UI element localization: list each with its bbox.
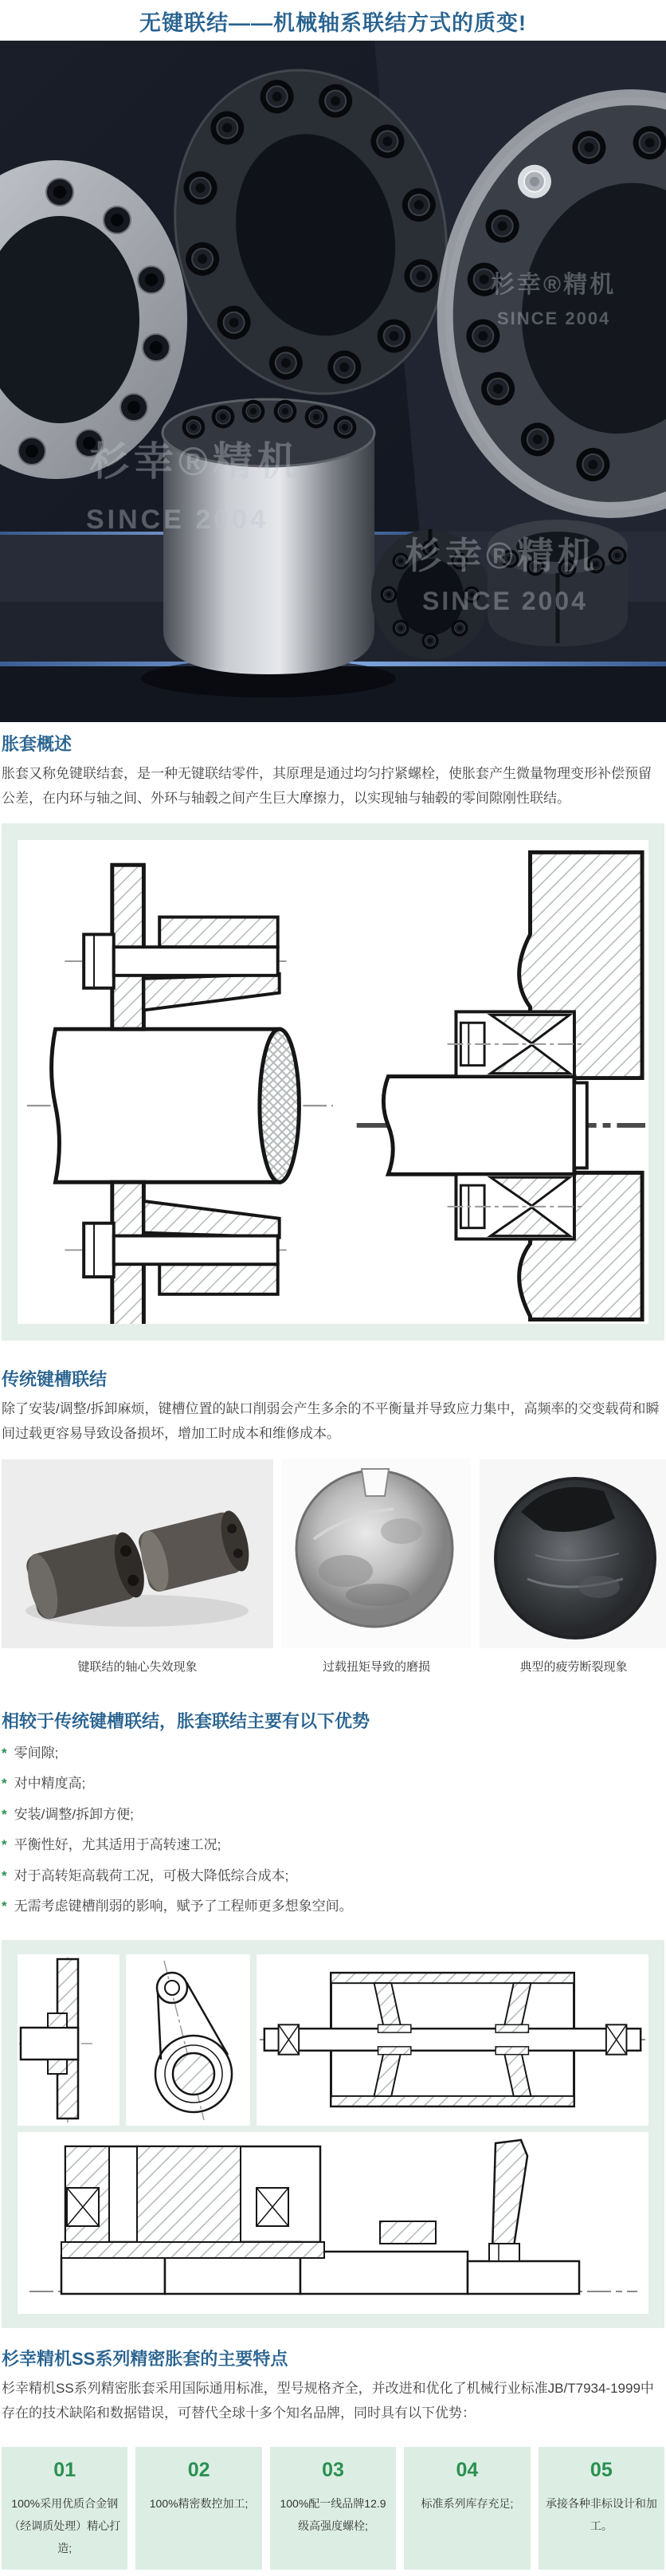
section-heading-features: 杉幸精机SS系列精密胀套的主要特点 xyxy=(2,2348,288,2369)
section-heading-advantages: 相较于传统键槽联结，胀套联结主要有以下优势 xyxy=(2,1711,370,1732)
bullet-asterisk: * xyxy=(2,1899,7,1914)
feature-card-number: 02 xyxy=(187,2459,210,2482)
feature-card-text: 100%配一线品牌12.9级高强度螺栓; xyxy=(280,2497,386,2533)
overview-paragraph: 胀套又称免键联结套，是一种无键联结零件，其原理是通过均匀拧紧螺栓，使胀套产生微量物理变形补偿预留公差，在内环与轴之间、外环与轴毂之间产生巨大摩擦力，以实现轴与轴毂的零间隙刚性联结。 xyxy=(2,766,652,806)
watermark-since: SINCE 2004 xyxy=(497,308,611,328)
failure-photo-worn-bore xyxy=(282,1459,471,1675)
feature-card-number: 04 xyxy=(456,2459,479,2482)
advantage-text: 对于高转矩高载荷工况，可极大降低综合成本; xyxy=(14,1867,289,1883)
application-drawing-gearbox xyxy=(18,2132,648,2314)
application-drawing-roller xyxy=(257,1954,648,2126)
bullet-asterisk: * xyxy=(2,1806,7,1822)
application-drawing-lever xyxy=(126,1954,250,2126)
watermark-since: SINCE 2004 xyxy=(86,505,268,535)
failure-caption: 键联结的轴心失效现象 xyxy=(77,1660,198,1675)
advantage-item xyxy=(2,1743,664,1764)
advantage-text: 对中精度高; xyxy=(14,1776,86,1792)
failure-caption: 过载扭矩导致的磨损 xyxy=(322,1660,430,1675)
expansion-sleeve-photo xyxy=(0,41,666,722)
feature-card-text: 标准系列库存充足; xyxy=(421,2497,514,2511)
failure-photo-fatigue-fracture xyxy=(480,1459,666,1675)
advantage-list xyxy=(2,1743,664,1917)
failure-caption: 典型的疲劳断裂现象 xyxy=(519,1660,628,1675)
traditional-paragraph: 除了安装/调整/拆卸麻烦，键槽位置的缺口削弱会产生多余的不平衡量并导致应力集中，高频率的交变载荷和瞬间过载更容易导致设备损坏，增加工时成本和维修成本。 xyxy=(2,1400,660,1441)
section-heading-overview: 胀套概述 xyxy=(2,734,72,754)
bullet-asterisk: * xyxy=(2,1867,7,1883)
feature-card-text: 100%采用优质合金钢（经调质处理）精心打造; xyxy=(9,2497,121,2555)
feature-card xyxy=(539,2447,664,2570)
feature-card xyxy=(135,2447,261,2570)
feature-card-number: 03 xyxy=(322,2459,344,2482)
advantage-text: 无需考虑键槽削弱的影响，赋予了工程师更多想象空间。 xyxy=(14,1899,353,1914)
feature-card-text: 100%精密数控加工; xyxy=(149,2497,249,2511)
advantage-item xyxy=(2,1835,664,1855)
features-paragraph: 杉幸精机SS系列精密胀套采用国际通用标准，型号规格齐全，并改进和优化了机械行业标准JB/T7934-1999中存在的技术缺陷和数据错误，可替代全球十多个知名品牌，同时具有以下优势： xyxy=(2,2380,654,2421)
application-drawing-flange xyxy=(18,1954,119,2126)
advantage-item xyxy=(2,1866,664,1887)
bullet-asterisk: * xyxy=(2,1745,7,1761)
bullet-asterisk: * xyxy=(2,1837,7,1853)
advantage-item xyxy=(2,1804,664,1825)
advantage-text: 安装/调整/拆卸方便; xyxy=(14,1806,134,1822)
feature-cards-row xyxy=(2,2447,664,2570)
page-bottom-spacer xyxy=(2,2570,664,2576)
page-title: 无键联结——机械轴系联结方式的质变! xyxy=(139,11,527,35)
bullet-asterisk: * xyxy=(2,1776,7,1792)
feature-card xyxy=(270,2447,396,2570)
feature-card xyxy=(2,2447,127,2570)
feature-card-text: 承接各种非标设计和加工。 xyxy=(545,2497,657,2533)
drawing-block-principle xyxy=(2,823,664,1341)
watermark-since: SINCE 2004 xyxy=(422,587,588,615)
feature-card-number: 01 xyxy=(53,2459,76,2482)
advantage-item xyxy=(2,1896,664,1917)
watermark-brand: 杉幸®精机 xyxy=(89,439,302,484)
feature-card-number: 05 xyxy=(590,2459,613,2482)
watermark-brand: 杉幸®精机 xyxy=(405,535,598,576)
watermark-brand: 杉幸®精机 xyxy=(491,272,617,298)
section-heading-traditional: 传统键槽联结 xyxy=(2,1368,108,1389)
advantage-text: 平衡性好，尤其适用于高转速工况; xyxy=(14,1837,221,1853)
failure-photos-row xyxy=(2,1459,664,1675)
advantage-item xyxy=(2,1773,664,1794)
principle-cross-section-drawing xyxy=(18,840,648,1324)
feature-card xyxy=(404,2447,530,2570)
drawing-block-applications xyxy=(2,1940,664,2328)
hero-product-photo xyxy=(0,41,666,722)
advantage-text: 零间隙; xyxy=(14,1745,59,1761)
failure-photo-key-hub xyxy=(2,1459,273,1675)
